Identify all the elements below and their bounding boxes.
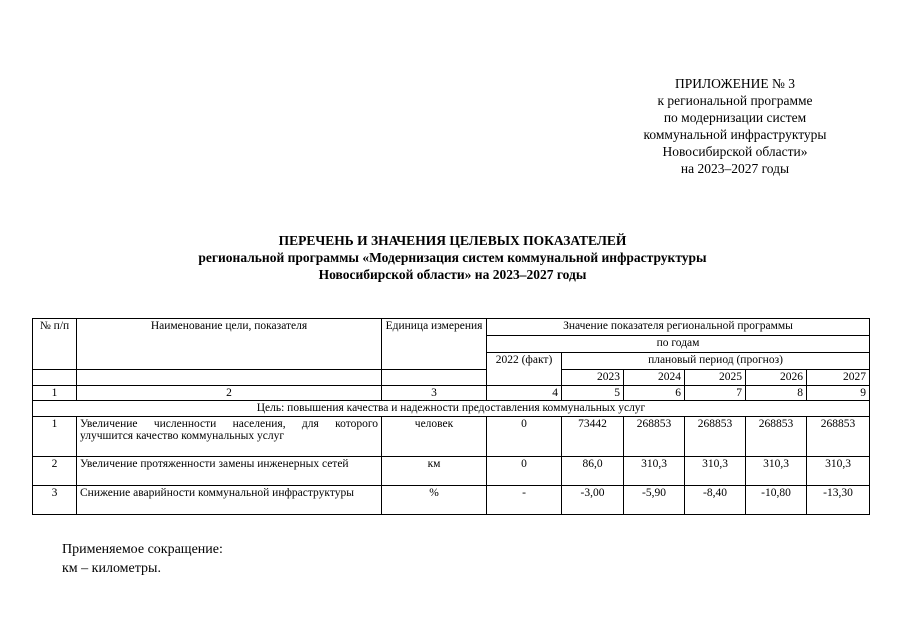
header-year: 2023 bbox=[562, 370, 624, 386]
table-row bbox=[33, 456, 870, 485]
row-fact: 0 bbox=[487, 456, 562, 485]
row-value: -10,80 bbox=[746, 485, 807, 514]
appendix-line-1: ПРИЛОЖЕНИЕ № 3 bbox=[674, 76, 796, 91]
abbreviation-note bbox=[62, 540, 223, 578]
row-value: 310,3 bbox=[807, 456, 870, 485]
header-plan: плановый период (прогноз) bbox=[562, 353, 870, 370]
column-number: 9 bbox=[807, 385, 870, 401]
header-year: 2025 bbox=[685, 370, 746, 386]
title-line-3: Новосибирской области» на 2023–2027 годы bbox=[318, 267, 587, 282]
column-number: 6 bbox=[624, 385, 685, 401]
row-unit: % bbox=[382, 485, 487, 514]
column-number: 3 bbox=[382, 385, 487, 401]
row-value: 310,3 bbox=[746, 456, 807, 485]
row-value: 310,3 bbox=[685, 456, 746, 485]
column-number-row bbox=[33, 385, 870, 401]
row-num: 2 bbox=[33, 456, 77, 485]
goal-row: Цель: повышения качества и надежности предоставления коммунальных услуг bbox=[33, 401, 870, 417]
indicators-table bbox=[32, 318, 870, 515]
header-by-years: по годам bbox=[487, 336, 870, 353]
header-fact: 2022 (факт) bbox=[487, 353, 562, 386]
column-number: 7 bbox=[685, 385, 746, 401]
appendix-header bbox=[600, 75, 870, 177]
title-line-1: ПЕРЕЧЕНЬ И ЗНАЧЕНИЯ ЦЕЛЕВЫХ ПОКАЗАТЕЛЕЙ bbox=[278, 233, 627, 248]
row-value: -3,00 bbox=[562, 485, 624, 514]
header-num: № п/п bbox=[33, 319, 77, 370]
row-num: 1 bbox=[33, 416, 77, 456]
row-value: 268853 bbox=[685, 416, 746, 456]
row-value: 268853 bbox=[807, 416, 870, 456]
column-number: 8 bbox=[746, 385, 807, 401]
header-value: Значение показателя региональной программы bbox=[487, 319, 870, 336]
appendix-line-6: на 2023–2027 годы bbox=[680, 161, 790, 176]
table-row bbox=[33, 485, 870, 514]
column-number: 1 bbox=[33, 385, 77, 401]
document-title bbox=[0, 232, 905, 283]
header-year: 2027 bbox=[807, 370, 870, 386]
title-line-2: региональной программы «Модернизация систем коммунальной инфраструктуры bbox=[198, 250, 707, 265]
row-value: -5,90 bbox=[624, 485, 685, 514]
row-fact: 0 bbox=[487, 416, 562, 456]
row-unit: км bbox=[382, 456, 487, 485]
header-unit: Единица измерения bbox=[382, 319, 487, 370]
table-row bbox=[33, 416, 870, 456]
row-fact: - bbox=[487, 485, 562, 514]
appendix-line-3: по модернизации систем bbox=[663, 110, 807, 125]
row-value: -13,30 bbox=[807, 485, 870, 514]
row-name: Увеличение численности населения, для которого улучшится качество коммунальных услуг bbox=[77, 416, 382, 456]
header-year: 2024 bbox=[624, 370, 685, 386]
row-value: -8,40 bbox=[685, 485, 746, 514]
note-line-1: Применяемое сокращение: bbox=[62, 542, 223, 557]
row-unit: человек bbox=[382, 416, 487, 456]
row-name: Увеличение протяженности замены инженерных сетей bbox=[77, 456, 382, 485]
row-value: 268853 bbox=[746, 416, 807, 456]
row-value: 310,3 bbox=[624, 456, 685, 485]
header-year: 2026 bbox=[746, 370, 807, 386]
column-number: 2 bbox=[77, 385, 382, 401]
appendix-line-5: Новосибирской области» bbox=[662, 144, 808, 159]
appendix-line-2: к региональной программе bbox=[657, 93, 813, 108]
column-number: 4 bbox=[487, 385, 562, 401]
row-num: 3 bbox=[33, 485, 77, 514]
row-value: 86,0 bbox=[562, 456, 624, 485]
row-value: 73442 bbox=[562, 416, 624, 456]
column-number: 5 bbox=[562, 385, 624, 401]
note-line-2: км – километры. bbox=[62, 561, 161, 576]
row-name: Снижение аварийности коммунальной инфраструктуры bbox=[77, 485, 382, 514]
row-value: 268853 bbox=[624, 416, 685, 456]
header-name: Наименование цели, показателя bbox=[77, 319, 382, 370]
appendix-line-4: коммунальной инфраструктуры bbox=[643, 127, 827, 142]
